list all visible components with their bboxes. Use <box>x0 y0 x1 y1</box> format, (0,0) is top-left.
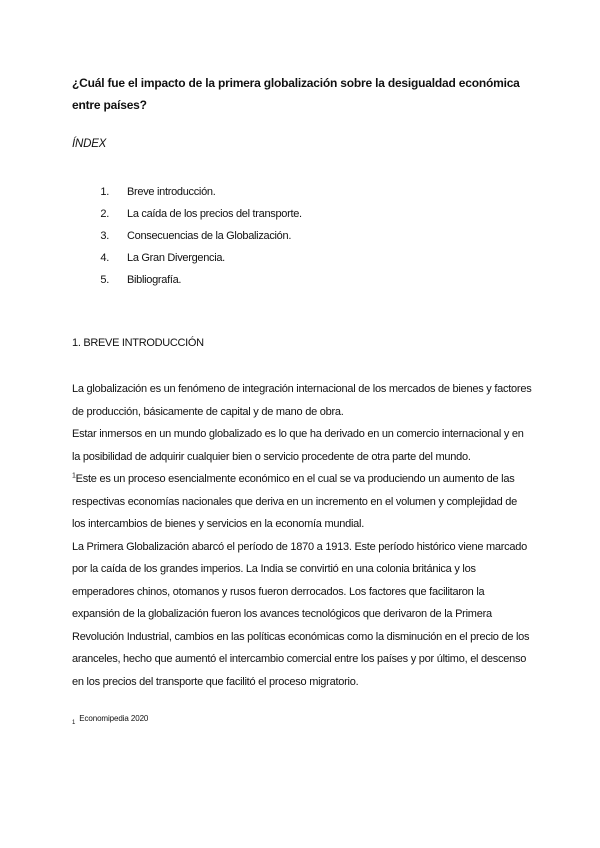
index-item-label: La Gran Divergencia. <box>127 252 225 264</box>
index-item-number: 4. <box>100 252 109 264</box>
index-item-label: Consecuencias de la Globalización. <box>127 230 292 242</box>
index-heading: ÍNDEX <box>72 138 107 150</box>
document-title: ¿Cuál fue el impacto de la primera globalización sobre la desigualdad económica entre países? <box>72 76 520 112</box>
paragraph-text: Este es un proceso esencialmente económico en el cual se va produciendo un aumento de las respectivas economías nacionales que deriva en un incremento en el volumen y complejidad de los intercambios de bienes y servicios en la economía mundial. <box>72 473 518 530</box>
footnote-mark: 1 <box>72 719 76 726</box>
footnote-text: Economipedia 2020 <box>79 714 149 723</box>
section-body <box>72 378 532 693</box>
index-item <box>72 181 472 203</box>
paragraph: Estar inmersos en un mundo globalizado es lo que ha derivado en un comercio internacional y en la posibilidad de adquirir cualquier bien o servicio procedente de otra parte del mundo. <box>72 428 524 463</box>
paragraph: La globalización es un fenómeno de integración internacional de los mercados de bienes y factores de producción, básicamente de capital y de mano de obra. <box>72 383 532 418</box>
index-item-label: La caída de los precios del transporte. <box>127 208 302 220</box>
paragraph <box>72 468 532 536</box>
index-item <box>72 247 472 269</box>
index-item-number: 1. <box>100 186 109 198</box>
index-item <box>72 269 472 291</box>
index-item-label: Bibliografía. <box>127 274 182 286</box>
index-list <box>72 181 472 291</box>
index-item-number: 3. <box>100 230 109 242</box>
index-item-number: 2. <box>100 208 109 220</box>
index-item <box>72 225 472 247</box>
footnote <box>72 714 148 726</box>
footnote-reference: 1 <box>72 472 76 480</box>
section-heading: 1. BREVE INTRODUCCIÓN <box>72 337 204 349</box>
index-item-number: 5. <box>100 274 109 286</box>
index-item-label: Breve introducción. <box>127 186 216 198</box>
index-item <box>72 203 472 225</box>
paragraph: La Primera Globalización abarcó el período de 1870 a 1913. Este período histórico viene marcado por la caída de los grandes imperios. La India se convirtió en una colonia británica y los emperadores chinos, otomanos y rusos fueron derrocados. Los factores que facilitaron la expansión de la globalización fueron los avances tecnológicos que derivaron de la Primera Revolución Industrial, cambios en las políticas económicas como la disminución en el precio de los aranceles, hecho que aumentó el intercambio comercial entre los países y por último, el descenso en los precios del transporte que facilitó el proceso migratorio. <box>72 540 530 688</box>
